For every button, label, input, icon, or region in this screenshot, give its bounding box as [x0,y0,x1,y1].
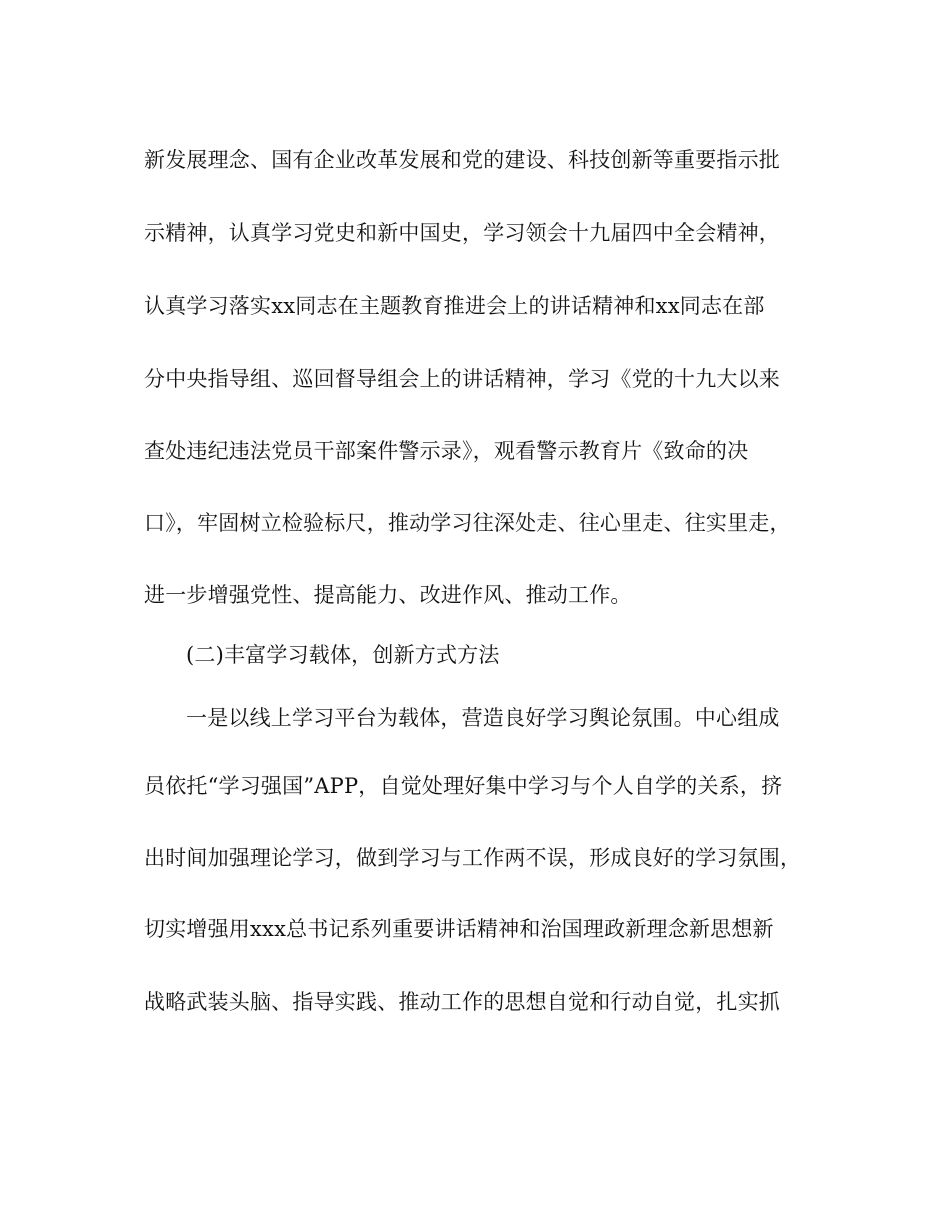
paragraph-line: 认真学习落实xx同志在主题教育推进会上的讲话精神和xx同志在部 [144,294,765,318]
paragraph-line: 切实增强用xxx总书记系列重要讲话精神和治国理政新理念新思想新 [144,917,774,941]
paragraph-line: 一是以线上学习平台为载体，营造良好学习舆论氛围。中心组成 [186,706,780,730]
paragraph-line: 查处违纪违法党员干部案件警示录》，观看警示教育片《致命的决 [144,439,749,463]
paragraph-line: 新发展理念、国有企业改革发展和党的建设、科技创新等重要指示批 [144,148,780,172]
section-heading: (二)丰富学习载体，创新方式方法 [186,643,500,667]
paragraph-line: 分中央指导组、巡回督导组会上的讲话精神，学习《党的十九大以来 [144,367,780,391]
paragraph-line: 示精神，认真学习党史和新中国史，学习领会十九届四中全会精神， [144,221,780,245]
paragraph-line: 战略武装头脑、指导实践、推动工作的思想自觉和行动自觉，扎实抓 [144,990,780,1014]
paragraph-line: 出时间加强理论学习，做到学习与工作两不误，形成良好的学习氛围， [144,846,802,870]
paragraph-line: 员依托“学习强国”APP，自觉处理好集中学习与个人自学的关系，挤 [144,774,783,798]
paragraph-line: 口》，牢固树立检验标尺，推动学习往深处走、往心里走、往实里走， [144,511,791,535]
paragraph-line: 进一步增强党性、提高能力、改进作风、推动工作。 [144,583,632,607]
